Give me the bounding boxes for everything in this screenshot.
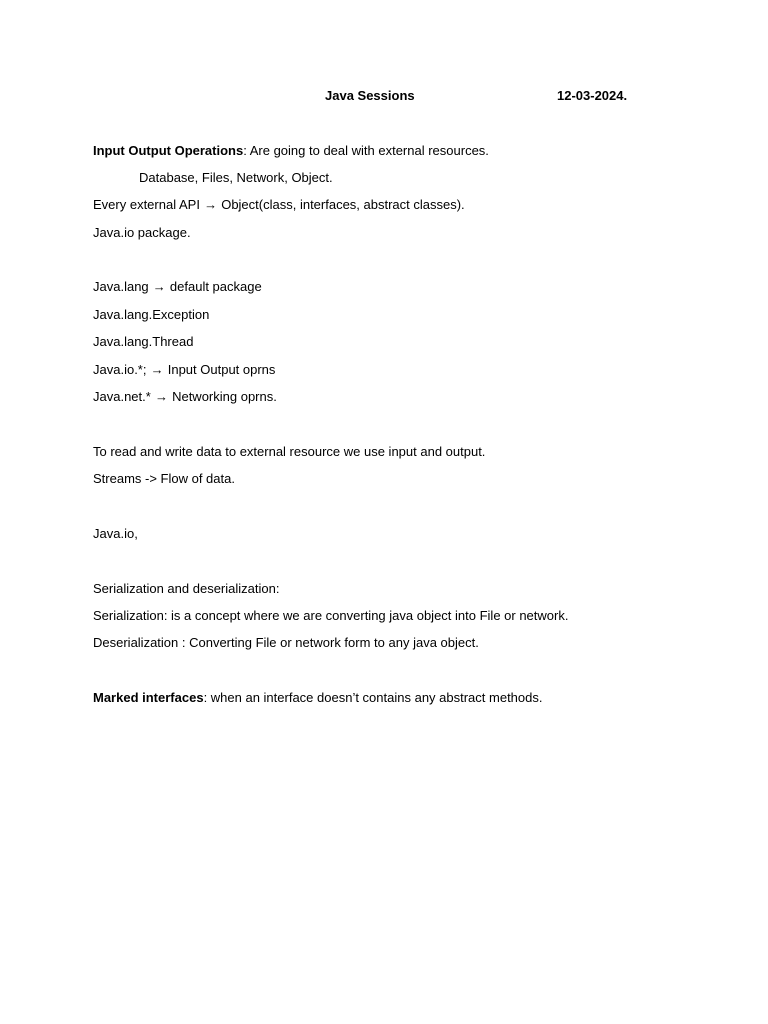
input-output-oprns-text: Input Output oprns [167,362,276,377]
java-lang-exception-line: Java.lang.Exception [93,307,210,322]
io-operations-line [93,143,489,159]
document-title: Java Sessions [325,88,415,103]
deserialization-definition: Deserialization : Converting File or network form to any java object. [93,635,479,650]
read-write-line: To read and write data to external resource we use input and output. [93,444,486,459]
right-arrow-icon: → [150,362,164,377]
marked-interfaces-line [93,690,542,706]
io-operations-text: : Are going to deal with external resources. [243,143,489,158]
resources-line: Database, Files, Network, Object. [139,170,333,185]
serialization-definition: Serialization: is a concept where we are converting java object into File or network. [93,608,569,623]
java-io-comma-line: Java.io, [93,526,138,541]
java-lang-thread-line: Java.lang.Thread [93,334,194,349]
right-arrow-icon: → [152,279,166,294]
java-io-line [93,362,275,378]
java-io-text: Java.io.*; [93,362,147,377]
java-net-line [93,389,277,405]
external-api-text: Every external API [93,197,200,212]
java-net-text: Java.net.* [93,389,151,404]
java-lang-line [93,279,262,295]
marked-interfaces-text: : when an interface doesn’t contains any abstract methods. [203,690,543,705]
default-package-text: default package [169,279,262,294]
marked-interfaces-heading: Marked interfaces [93,690,204,705]
serialization-heading: Serialization and deserialization: [93,581,280,596]
external-api-object-text: Object(class, interfaces, abstract classes). [221,197,465,212]
io-operations-heading: Input Output Operations [93,143,244,158]
streams-line: Streams -> Flow of data. [93,471,235,486]
document-date: 12-03-2024. [557,88,628,103]
java-lang-text: Java.lang [93,279,149,294]
right-arrow-icon: → [204,197,218,212]
right-arrow-icon: → [154,389,168,404]
networking-oprns-text: Networking oprns. [172,389,277,404]
java-io-package-line: Java.io package. [93,225,191,240]
external-api-line [93,197,465,213]
